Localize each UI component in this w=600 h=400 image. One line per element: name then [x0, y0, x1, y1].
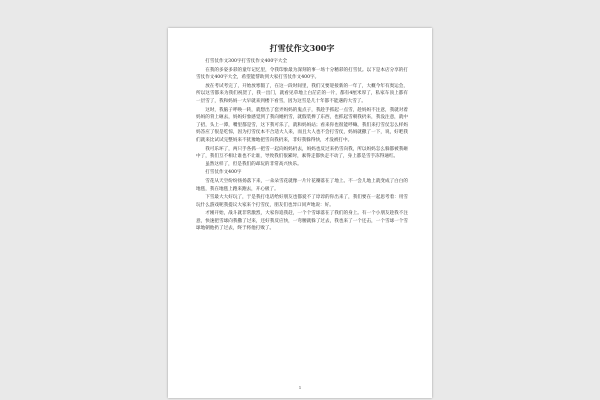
paragraph-3: 这时，我脑子呼唤一转，就想出了套弄妈妈的鬼点子，我趁手抓起一点雪，趁妈妈不注意，我就对着妈妈的背上砸去，妈妈好象感觉到了我向她扔雪，就假装捧了东西，也抓起雪朝我扔来，我没注意，就中了招，头上一潭，嘴里都是雪，这下我可乐了，就和妈妈站；看来你也很能呼嘛，我们来打雪仗怎么样妈妈答应了很是吃惊，因为打雪仗本不合适大人来，而且大人也不会打雪仗，妈妈就撒了一下，说，好吧我们就来比试试完整妈来不犹豫地把雪向我扔来，非好我躲得快，才没被打中。 — [196, 107, 408, 143]
page-number: 1 — [298, 385, 302, 390]
document-content — [196, 42, 408, 233]
paragraph-8: 才刚开始，战斗就非常激烈，大家你追我赶，一个个雪球落在了我们的身上。有一个小朋友趁我不注意，快速把雪球向我撒了过来，还好我反应快，一弯腰就躲了过去，我也来了一个还击，一个雪球一个雪球地朝他扔了过去，终于将他打败了。 — [196, 211, 408, 232]
paragraph-7: 下雪最大大好玩了，于是我打电话给好朋友也都爱不了谆谆的你出来了，我们要在一起思考着：用雪玩什么游戏呢我提议大家来个打雪仗，朋友们也异口同声地说：好。 — [196, 195, 408, 208]
paragraph-1: 在我的多姿多彩的童年记忆里，令我印象最为深刻的事一场十分精彩的打雪仗。以下是本店分享的打雪仗作文400字大全，希望能帮助到大家打雪仗作文400字。 — [196, 67, 408, 81]
paragraph-2: 放在考试考完了，开始放寒假了，在这一段时间里，我们又要迎接新的一年了，大概今年有奥运会，所以这雪都来为我们祝贺了，我一出门，就看见草地上白茫茫的一片，都有4厘米厚了，私家车顶上都有一层雪了，我和妈妈一大早就来到楼下看雪，因为这雪是几十年都不能遇的大雪了。 — [196, 83, 408, 104]
paragraph-6: 雪花从天空纷纷扬扬落下来，一朵朵雪花就像一片片花瓣落在了地上。不一会儿地上就变成了白白的地毯，我在地毯上跑来跑去，开心极了。 — [196, 178, 408, 192]
intro-line: 打雪仗作文300字打雪仗作文400字大全 — [205, 59, 288, 64]
document-page — [168, 28, 432, 398]
document-title: 打雪仗作文300字 — [269, 43, 335, 53]
section-heading: 打雪仗作文400字 — [205, 170, 242, 176]
paragraph-4: 我可乐坏了，两只手各抓一把雪一起向妈妈扔去，妈妈也反过来扔雪向我，所以妈妈怎么躲都被我砸中了，我们互不相让谁也不让谁，导致我们很累时，素得走都快走不动了，身上都是雪手冻得通红。 — [196, 146, 408, 160]
paragraph-5: 虽然这样了，但是我们的却玩的非常高兴快乐。 — [205, 161, 302, 167]
